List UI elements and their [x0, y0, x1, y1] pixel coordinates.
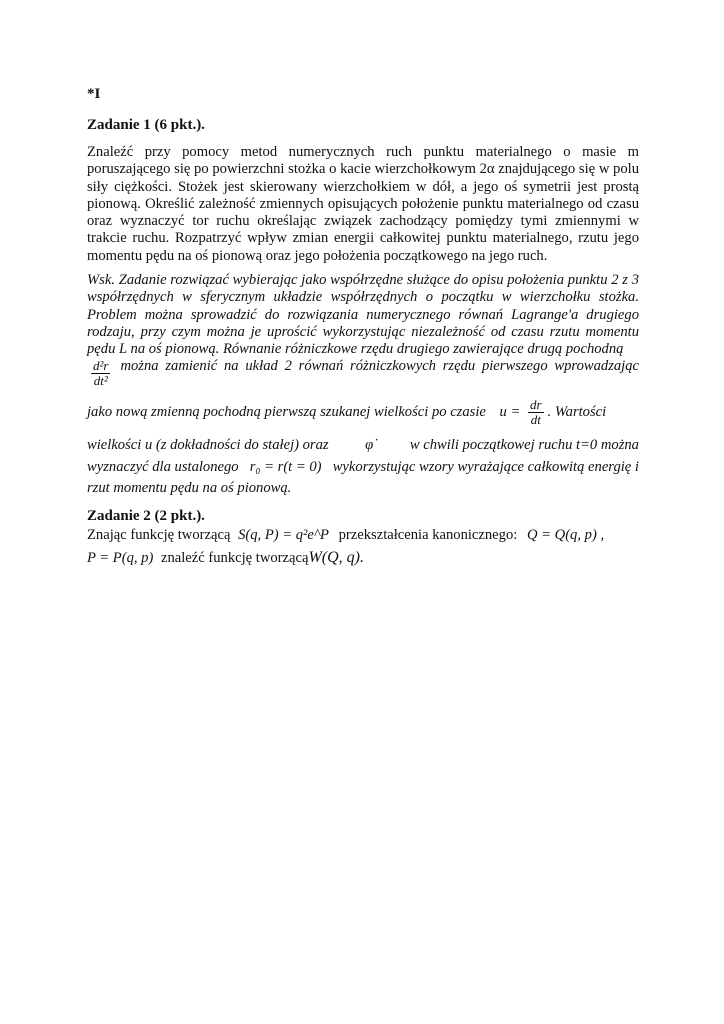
generating-function-S: S(q, P) = q²e^P	[238, 527, 329, 543]
task2-title: Zadanie 2 (2 pkt.).	[87, 508, 205, 524]
u-equals: u =	[499, 403, 521, 420]
task2-text-line2b: znaleźć funkcję tworzącą	[160, 550, 309, 566]
hint-line-4	[87, 437, 639, 454]
hint-text-after-frac1: można zamienić na układ 2 równań różniczkowych rzędu pierwszego wprowadzając	[120, 358, 639, 374]
task2-text-line1a: Znając funkcję tworzącą	[87, 527, 231, 543]
task1-title: Zadanie 1 (6 pkt.).	[87, 117, 205, 133]
P-mapping: P = P(q, p)	[87, 550, 154, 566]
generating-function-W: W(Q, q).	[308, 549, 364, 566]
task2-line-1	[87, 527, 639, 544]
hint-line-6	[87, 480, 639, 497]
task2-text-line1b: przekształcenia kanonicznego:	[338, 527, 518, 543]
hint-text-line3b: . Wartości	[547, 403, 607, 420]
hint-line-frac2	[87, 398, 639, 427]
task1-hint-intro: Wsk. Zadanie rozwiązać wybierając jako współrzędne służące do opisu położenia punktu 2 z 3 współrzędnych w sferycznym układzie współrzędnych o początku w wierzchołku stożka. Problem można sprowadzić do rozwiązania numerycznego równań Lagrange'a drugiego rodzaju, przy czym można je uprościć wykorzystując niezależność od czasu rzutu momentu pędu L na oś pionową. Równanie różniczkowe rzędu drugiego zawierające drugą pochodną	[87, 272, 639, 358]
hint-text-line3a: jako nową zmienną pochodną pierwszą szukanej wielkości po czasie	[87, 403, 486, 420]
section-mark: *I	[87, 86, 101, 102]
first-derivative-fraction	[528, 398, 544, 427]
task2-line-2	[87, 549, 639, 567]
hint-text-line4b: w chwili początkowej ruchu t=0 można	[409, 437, 639, 453]
hint-line-5	[87, 459, 639, 476]
hint-text-line6: rzut momentu pędu na oś pionową.	[87, 480, 292, 496]
hint-text-line5b: wykorzystując wzory wyrażające całkowitą energię i	[332, 459, 639, 475]
Q-mapping: Q = Q(q, p) ,	[526, 527, 605, 543]
hint-text-line5a: wyznaczyć dla ustalonego	[87, 459, 239, 475]
frac2-numerator: dr	[529, 397, 542, 412]
hint-line-frac1	[87, 358, 639, 388]
r0-expression: r₀ = r(t = 0)	[249, 459, 322, 475]
frac1-denominator: dt²	[93, 373, 108, 388]
frac2-denominator: dt	[530, 412, 541, 427]
task1-body: Znaleźć przy pomocy metod numerycznych ruch punktu materialnego o masie m poruszającego się po powierzchni stożka o kacie wierzchołkowym 2α znajdującego się w polu siły ciężkości. Stożek jest skierowany wierzchołkiem w dół, a jego oś symetrii jest prostą pionową. Określić zależność zmiennych opisujących położenie punktu materialnego od czasu oraz wyznaczyć tor ruchu określając związek zachodzący pomiędzy tymi zmiennymi w trakcie ruchu. Rozpatrzyć wpływ zmian energii całkowitej punktu materialnego, rzutu jego momentu pędu na oś pionową oraz jego położenia początkowego na jego ruch.	[87, 144, 639, 264]
frac1-numerator: d²r	[93, 358, 109, 373]
hint-text-line4a: wielkości u (z dokładności do stałej) oraz	[87, 437, 329, 453]
second-derivative-fraction	[91, 359, 110, 388]
phi-dot-symbol: φ̇	[365, 437, 374, 453]
